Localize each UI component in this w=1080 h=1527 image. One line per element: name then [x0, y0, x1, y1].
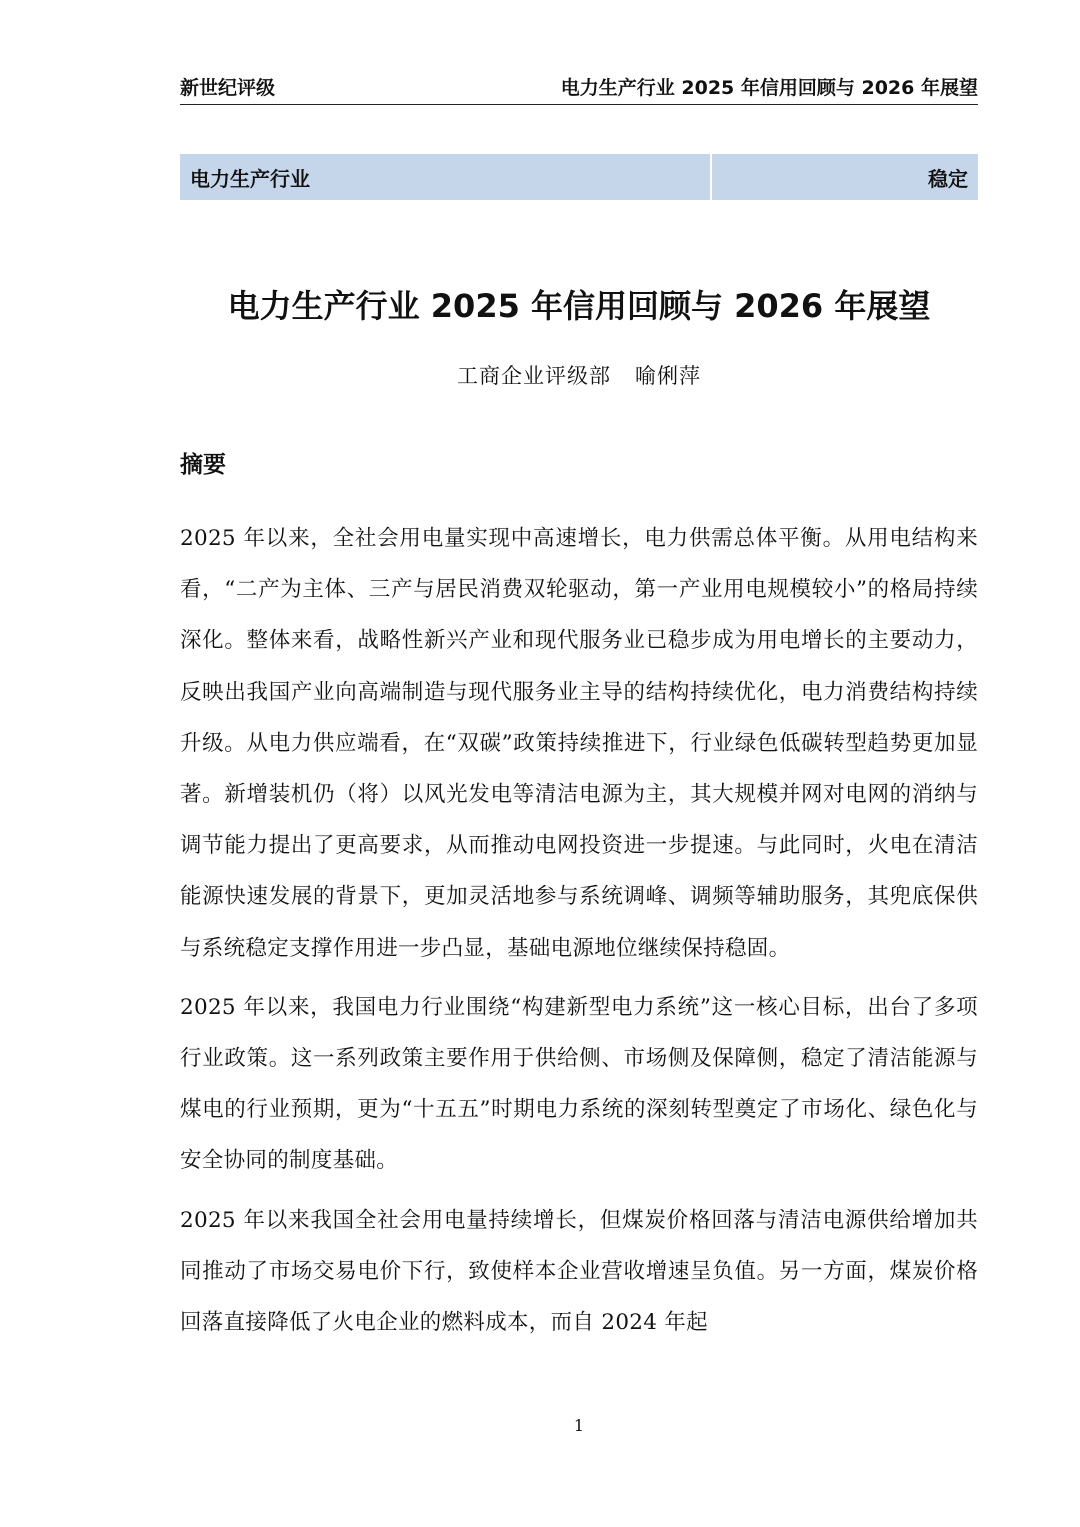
author-department: 工商企业评级部	[457, 364, 611, 388]
abstract-paragraph-1: 2025 年以来，全社会用电量实现中高速增长，电力供需总体平衡。从用电结构来看，“二产为主体、三产与居民消费双轮驱动，第一产业用电规模较小”的格局持续深化。整体来看，战略性新兴产业和现代服务业已稳步成为用电增长的主要动力，反映出我国产业向高端制造与现代服务业主导的结构持续优化，电力消费结构持续升级。从电力供应端看，在“双碳”政策持续推进下，行业绿色低碳转型趋势更加显著。新增装机仍（将）以风光发电等清洁电源为主，其大规模并网对电网的消纳与调节能力提出了更高要求，从而推动电网投资进一步提速。与此同时，火电在清洁能源快速发展的背景下，更加灵活地参与系统调峰、调频等辅助服务，其兜底保供与系统稳定支撑作用进一步凸显，基础电源地位继续保持稳固。	[180, 526, 978, 961]
running-header	[180, 76, 978, 105]
abstract-paragraph-2: 2025 年以来，我国电力行业围绕“构建新型电力系统”这一核心目标，出台了多项行业政策。这一系列政策主要作用于供给侧、市场侧及保障侧，稳定了清洁能源与煤电的行业预期，更为“十五五”时期电力系统的深刻转型奠定了市场化、绿色化与安全协同的制度基础。	[180, 994, 978, 1174]
page-number: 1	[573, 1416, 585, 1435]
author-name: 喻俐萍	[635, 364, 701, 388]
banner-outlook-cell	[712, 154, 978, 200]
banner-outlook-label: 稳定	[928, 166, 968, 191]
banner-industry-cell	[180, 154, 710, 200]
industry-outlook-banner	[180, 154, 978, 200]
banner-industry-label: 电力生产行业	[190, 166, 310, 191]
abstract-body	[180, 513, 978, 1356]
header-doc-title: 电力生产行业 2025 年信用回顾与 2026 年展望	[560, 77, 978, 99]
header-org-name: 新世纪评级	[180, 77, 276, 99]
abstract-heading: 摘要	[180, 452, 226, 478]
document-title: 电力生产行业 2025 年信用回顾与 2026 年展望	[227, 287, 931, 325]
abstract-paragraph-3: 2025 年以来我国全社会用电量持续增长，但煤炭价格回落与清洁电源供给增加共同推动了市场交易电价下行，致使样本企业营收增速呈负值。另一方面，煤炭价格回落直接降低了火电企业的燃料成本，而自 2024 年起	[180, 1207, 978, 1336]
author-line	[180, 360, 978, 392]
